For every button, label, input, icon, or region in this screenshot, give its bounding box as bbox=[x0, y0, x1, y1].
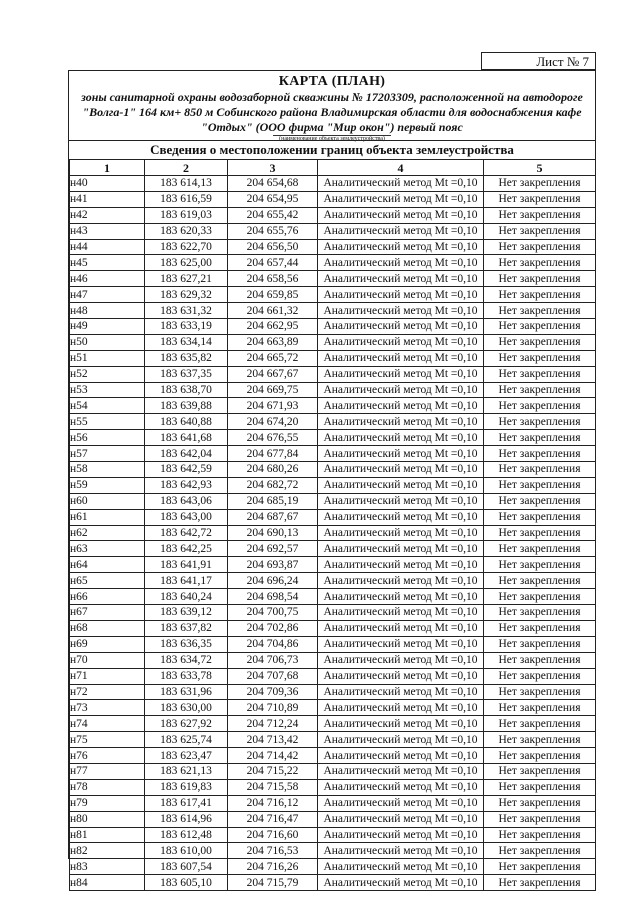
point-id-cell: н81 bbox=[70, 827, 145, 843]
table-row bbox=[70, 589, 596, 605]
y-coordinate-cell: 204 706,73 bbox=[228, 652, 318, 668]
marking-cell: Нет закрепления bbox=[484, 732, 596, 748]
x-coordinate-cell: 183 641,91 bbox=[145, 557, 228, 573]
point-id-cell: н52 bbox=[70, 366, 145, 382]
table-body bbox=[70, 176, 596, 891]
method-cell: Аналитический метод Mt =0,10 bbox=[318, 748, 484, 764]
marking-cell: Нет закрепления bbox=[484, 239, 596, 255]
marking-cell: Нет закрепления bbox=[484, 827, 596, 843]
marking-cell: Нет закрепления bbox=[484, 366, 596, 382]
y-coordinate-cell: 204 669,75 bbox=[228, 382, 318, 398]
marking-cell: Нет закрепления bbox=[484, 700, 596, 716]
table-row bbox=[70, 430, 596, 446]
table-row bbox=[70, 287, 596, 303]
table-row bbox=[70, 573, 596, 589]
marking-cell: Нет закрепления bbox=[484, 398, 596, 414]
method-cell: Аналитический метод Mt =0,10 bbox=[318, 525, 484, 541]
y-coordinate-cell: 204 700,75 bbox=[228, 605, 318, 621]
method-cell: Аналитический метод Mt =0,10 bbox=[318, 398, 484, 414]
method-cell: Аналитический метод Mt =0,10 bbox=[318, 557, 484, 573]
point-id-cell: н51 bbox=[70, 350, 145, 366]
table-row bbox=[70, 620, 596, 636]
x-coordinate-cell: 183 627,21 bbox=[145, 271, 228, 287]
marking-cell: Нет закрепления bbox=[484, 859, 596, 875]
table-row bbox=[70, 795, 596, 811]
point-id-cell: н71 bbox=[70, 668, 145, 684]
y-coordinate-cell: 204 716,12 bbox=[228, 795, 318, 811]
point-id-cell: н73 bbox=[70, 700, 145, 716]
marking-cell: Нет закрепления bbox=[484, 795, 596, 811]
sheet-number: Лист № 7 bbox=[481, 52, 596, 70]
table-row bbox=[70, 493, 596, 509]
x-coordinate-cell: 183 607,54 bbox=[145, 859, 228, 875]
point-id-cell: н45 bbox=[70, 255, 145, 271]
section-title: Сведения о местоположении границ объекта землеустройства bbox=[69, 140, 595, 160]
marking-cell: Нет закрепления bbox=[484, 477, 596, 493]
y-coordinate-cell: 204 655,76 bbox=[228, 223, 318, 239]
marking-cell: Нет закрепления bbox=[484, 319, 596, 335]
point-id-cell: н65 bbox=[70, 573, 145, 589]
table-row bbox=[70, 668, 596, 684]
y-coordinate-cell: 204 696,24 bbox=[228, 573, 318, 589]
y-coordinate-cell: 204 656,50 bbox=[228, 239, 318, 255]
method-cell: Аналитический метод Mt =0,10 bbox=[318, 493, 484, 509]
point-id-cell: н43 bbox=[70, 223, 145, 239]
x-coordinate-cell: 183 614,96 bbox=[145, 811, 228, 827]
marking-cell: Нет закрепления bbox=[484, 334, 596, 350]
column-header: 5 bbox=[484, 160, 596, 176]
document-header bbox=[69, 71, 595, 143]
marking-cell: Нет закрепления bbox=[484, 493, 596, 509]
y-coordinate-cell: 204 687,67 bbox=[228, 509, 318, 525]
marking-cell: Нет закрепления bbox=[484, 541, 596, 557]
x-coordinate-cell: 183 639,88 bbox=[145, 398, 228, 414]
method-cell: Аналитический метод Mt =0,10 bbox=[318, 223, 484, 239]
method-cell: Аналитический метод Mt =0,10 bbox=[318, 255, 484, 271]
y-coordinate-cell: 204 692,57 bbox=[228, 541, 318, 557]
x-coordinate-cell: 183 635,82 bbox=[145, 350, 228, 366]
y-coordinate-cell: 204 662,95 bbox=[228, 319, 318, 335]
y-coordinate-cell: 204 680,26 bbox=[228, 462, 318, 478]
marking-cell: Нет закрепления bbox=[484, 255, 596, 271]
y-coordinate-cell: 204 704,86 bbox=[228, 636, 318, 652]
x-coordinate-cell: 183 623,47 bbox=[145, 748, 228, 764]
y-coordinate-cell: 204 661,32 bbox=[228, 303, 318, 319]
method-cell: Аналитический метод Mt =0,10 bbox=[318, 700, 484, 716]
point-id-cell: н49 bbox=[70, 319, 145, 335]
table-row bbox=[70, 207, 596, 223]
x-coordinate-cell: 183 639,12 bbox=[145, 605, 228, 621]
y-coordinate-cell: 204 715,58 bbox=[228, 779, 318, 795]
method-cell: Аналитический метод Mt =0,10 bbox=[318, 684, 484, 700]
table-row bbox=[70, 763, 596, 779]
column-header: 1 bbox=[70, 160, 145, 176]
y-coordinate-cell: 204 657,44 bbox=[228, 255, 318, 271]
x-coordinate-cell: 183 636,35 bbox=[145, 636, 228, 652]
marking-cell: Нет закрепления bbox=[484, 843, 596, 859]
method-cell: Аналитический метод Mt =0,10 bbox=[318, 207, 484, 223]
table-row bbox=[70, 223, 596, 239]
point-id-cell: н59 bbox=[70, 477, 145, 493]
column-header: 3 bbox=[228, 160, 318, 176]
y-coordinate-cell: 204 663,89 bbox=[228, 334, 318, 350]
y-coordinate-cell: 204 671,93 bbox=[228, 398, 318, 414]
y-coordinate-cell: 204 654,68 bbox=[228, 176, 318, 192]
x-coordinate-cell: 183 614,13 bbox=[145, 176, 228, 192]
method-cell: Аналитический метод Mt =0,10 bbox=[318, 239, 484, 255]
y-coordinate-cell: 204 682,72 bbox=[228, 477, 318, 493]
x-coordinate-cell: 183 637,35 bbox=[145, 366, 228, 382]
x-coordinate-cell: 183 620,33 bbox=[145, 223, 228, 239]
y-coordinate-cell: 204 667,67 bbox=[228, 366, 318, 382]
method-cell: Аналитический метод Mt =0,10 bbox=[318, 811, 484, 827]
marking-cell: Нет закрепления bbox=[484, 636, 596, 652]
x-coordinate-cell: 183 629,32 bbox=[145, 287, 228, 303]
table-row bbox=[70, 382, 596, 398]
y-coordinate-cell: 204 654,95 bbox=[228, 191, 318, 207]
method-cell: Аналитический метод Mt =0,10 bbox=[318, 795, 484, 811]
marking-cell: Нет закрепления bbox=[484, 779, 596, 795]
x-coordinate-cell: 183 612,48 bbox=[145, 827, 228, 843]
method-cell: Аналитический метод Mt =0,10 bbox=[318, 827, 484, 843]
x-coordinate-cell: 183 642,04 bbox=[145, 446, 228, 462]
method-cell: Аналитический метод Mt =0,10 bbox=[318, 573, 484, 589]
y-coordinate-cell: 204 715,22 bbox=[228, 763, 318, 779]
method-cell: Аналитический метод Mt =0,10 bbox=[318, 875, 484, 891]
marking-cell: Нет закрепления bbox=[484, 620, 596, 636]
table-row bbox=[70, 191, 596, 207]
point-id-cell: н60 bbox=[70, 493, 145, 509]
point-id-cell: н64 bbox=[70, 557, 145, 573]
y-coordinate-cell: 204 677,84 bbox=[228, 446, 318, 462]
table-row bbox=[70, 811, 596, 827]
table-row bbox=[70, 859, 596, 875]
y-coordinate-cell: 204 709,36 bbox=[228, 684, 318, 700]
point-id-cell: н41 bbox=[70, 191, 145, 207]
y-coordinate-cell: 204 710,89 bbox=[228, 700, 318, 716]
point-id-cell: н46 bbox=[70, 271, 145, 287]
method-cell: Аналитический метод Mt =0,10 bbox=[318, 414, 484, 430]
method-cell: Аналитический метод Mt =0,10 bbox=[318, 303, 484, 319]
marking-cell: Нет закрепления bbox=[484, 875, 596, 891]
point-id-cell: н40 bbox=[70, 176, 145, 192]
table-row bbox=[70, 684, 596, 700]
document-subtitle: зоны санитарной охраны водозаборной скважины № 17203309, расположенной на автодороге "Волга-1" 164 км+ 850 м Собинского района Владимирская области для водоснабжения кафе "Отдых" (ООО фирма "Мир окон") первый пояс bbox=[81, 90, 583, 134]
point-id-cell: н72 bbox=[70, 684, 145, 700]
marking-cell: Нет закрепления bbox=[484, 287, 596, 303]
y-coordinate-cell: 204 658,56 bbox=[228, 271, 318, 287]
y-coordinate-cell: 204 690,13 bbox=[228, 525, 318, 541]
x-coordinate-cell: 183 631,32 bbox=[145, 303, 228, 319]
point-id-cell: н83 bbox=[70, 859, 145, 875]
point-id-cell: н57 bbox=[70, 446, 145, 462]
table-row bbox=[70, 779, 596, 795]
table-row bbox=[70, 525, 596, 541]
x-coordinate-cell: 183 637,82 bbox=[145, 620, 228, 636]
y-coordinate-cell: 204 716,47 bbox=[228, 811, 318, 827]
marking-cell: Нет закрепления bbox=[484, 763, 596, 779]
table-row bbox=[70, 446, 596, 462]
point-id-cell: н77 bbox=[70, 763, 145, 779]
y-coordinate-cell: 204 676,55 bbox=[228, 430, 318, 446]
table-header-row bbox=[70, 160, 596, 176]
marking-cell: Нет закрепления bbox=[484, 176, 596, 192]
method-cell: Аналитический метод Mt =0,10 bbox=[318, 366, 484, 382]
marking-cell: Нет закрепления bbox=[484, 223, 596, 239]
table-row bbox=[70, 239, 596, 255]
table-row bbox=[70, 319, 596, 335]
table-row bbox=[70, 748, 596, 764]
y-coordinate-cell: 204 698,54 bbox=[228, 589, 318, 605]
y-coordinate-cell: 204 693,87 bbox=[228, 557, 318, 573]
marking-cell: Нет закрепления bbox=[484, 589, 596, 605]
table-row bbox=[70, 350, 596, 366]
y-coordinate-cell: 204 665,72 bbox=[228, 350, 318, 366]
x-coordinate-cell: 183 625,00 bbox=[145, 255, 228, 271]
method-cell: Аналитический метод Mt =0,10 bbox=[318, 382, 484, 398]
method-cell: Аналитический метод Mt =0,10 bbox=[318, 191, 484, 207]
method-cell: Аналитический метод Mt =0,10 bbox=[318, 652, 484, 668]
x-coordinate-cell: 183 642,59 bbox=[145, 462, 228, 478]
point-id-cell: н84 bbox=[70, 875, 145, 891]
method-cell: Аналитический метод Mt =0,10 bbox=[318, 287, 484, 303]
point-id-cell: н68 bbox=[70, 620, 145, 636]
point-id-cell: н44 bbox=[70, 239, 145, 255]
column-header: 4 bbox=[318, 160, 484, 176]
method-cell: Аналитический метод Mt =0,10 bbox=[318, 509, 484, 525]
marking-cell: Нет закрепления bbox=[484, 748, 596, 764]
table-row bbox=[70, 605, 596, 621]
y-coordinate-cell: 204 655,42 bbox=[228, 207, 318, 223]
marking-cell: Нет закрепления bbox=[484, 557, 596, 573]
x-coordinate-cell: 183 627,92 bbox=[145, 716, 228, 732]
x-coordinate-cell: 183 640,88 bbox=[145, 414, 228, 430]
marking-cell: Нет закрепления bbox=[484, 684, 596, 700]
document-title: КАРТА (ПЛАН) bbox=[278, 74, 386, 89]
y-coordinate-cell: 204 702,86 bbox=[228, 620, 318, 636]
method-cell: Аналитический метод Mt =0,10 bbox=[318, 620, 484, 636]
marking-cell: Нет закрепления bbox=[484, 446, 596, 462]
table-row bbox=[70, 827, 596, 843]
method-cell: Аналитический метод Mt =0,10 bbox=[318, 779, 484, 795]
point-id-cell: н75 bbox=[70, 732, 145, 748]
y-coordinate-cell: 204 716,60 bbox=[228, 827, 318, 843]
x-coordinate-cell: 183 641,68 bbox=[145, 430, 228, 446]
marking-cell: Нет закрепления bbox=[484, 303, 596, 319]
method-cell: Аналитический метод Mt =0,10 bbox=[318, 636, 484, 652]
table-row bbox=[70, 176, 596, 192]
table-row bbox=[70, 716, 596, 732]
point-id-cell: н74 bbox=[70, 716, 145, 732]
point-id-cell: н69 bbox=[70, 636, 145, 652]
point-id-cell: н56 bbox=[70, 430, 145, 446]
x-coordinate-cell: 183 619,83 bbox=[145, 779, 228, 795]
marking-cell: Нет закрепления bbox=[484, 430, 596, 446]
method-cell: Аналитический метод Mt =0,10 bbox=[318, 462, 484, 478]
table-row bbox=[70, 334, 596, 350]
point-id-cell: н50 bbox=[70, 334, 145, 350]
boundary-table bbox=[69, 159, 596, 891]
point-id-cell: н80 bbox=[70, 811, 145, 827]
caption-text: (наименование объекта землеустройства) bbox=[273, 135, 391, 142]
method-cell: Аналитический метод Mt =0,10 bbox=[318, 477, 484, 493]
y-coordinate-cell: 204 716,53 bbox=[228, 843, 318, 859]
point-id-cell: н78 bbox=[70, 779, 145, 795]
x-coordinate-cell: 183 621,13 bbox=[145, 763, 228, 779]
x-coordinate-cell: 183 617,41 bbox=[145, 795, 228, 811]
table-row bbox=[70, 509, 596, 525]
table-row bbox=[70, 462, 596, 478]
marking-cell: Нет закрепления bbox=[484, 382, 596, 398]
table-row bbox=[70, 366, 596, 382]
x-coordinate-cell: 183 634,72 bbox=[145, 652, 228, 668]
method-cell: Аналитический метод Mt =0,10 bbox=[318, 271, 484, 287]
point-id-cell: н82 bbox=[70, 843, 145, 859]
x-coordinate-cell: 183 634,14 bbox=[145, 334, 228, 350]
marking-cell: Нет закрепления bbox=[484, 462, 596, 478]
x-coordinate-cell: 183 642,93 bbox=[145, 477, 228, 493]
table-row bbox=[70, 255, 596, 271]
point-id-cell: н48 bbox=[70, 303, 145, 319]
method-cell: Аналитический метод Mt =0,10 bbox=[318, 859, 484, 875]
marking-cell: Нет закрепления bbox=[484, 271, 596, 287]
point-id-cell: н70 bbox=[70, 652, 145, 668]
x-coordinate-cell: 183 643,06 bbox=[145, 493, 228, 509]
y-coordinate-cell: 204 713,42 bbox=[228, 732, 318, 748]
table-row bbox=[70, 398, 596, 414]
x-coordinate-cell: 183 640,24 bbox=[145, 589, 228, 605]
marking-cell: Нет закрепления bbox=[484, 350, 596, 366]
x-coordinate-cell: 183 641,17 bbox=[145, 573, 228, 589]
y-coordinate-cell: 204 674,20 bbox=[228, 414, 318, 430]
table-row bbox=[70, 732, 596, 748]
x-coordinate-cell: 183 605,10 bbox=[145, 875, 228, 891]
y-coordinate-cell: 204 659,85 bbox=[228, 287, 318, 303]
marking-cell: Нет закрепления bbox=[484, 605, 596, 621]
marking-cell: Нет закрепления bbox=[484, 525, 596, 541]
table-row bbox=[70, 477, 596, 493]
method-cell: Аналитический метод Mt =0,10 bbox=[318, 176, 484, 192]
method-cell: Аналитический метод Mt =0,10 bbox=[318, 716, 484, 732]
method-cell: Аналитический метод Mt =0,10 bbox=[318, 843, 484, 859]
marking-cell: Нет закрепления bbox=[484, 668, 596, 684]
x-coordinate-cell: 183 630,00 bbox=[145, 700, 228, 716]
method-cell: Аналитический метод Mt =0,10 bbox=[318, 334, 484, 350]
marking-cell: Нет закрепления bbox=[484, 414, 596, 430]
table-row bbox=[70, 303, 596, 319]
method-cell: Аналитический метод Mt =0,10 bbox=[318, 541, 484, 557]
point-id-cell: н79 bbox=[70, 795, 145, 811]
point-id-cell: н53 bbox=[70, 382, 145, 398]
method-cell: Аналитический метод Mt =0,10 bbox=[318, 668, 484, 684]
point-id-cell: н76 bbox=[70, 748, 145, 764]
marking-cell: Нет закрепления bbox=[484, 652, 596, 668]
table-row bbox=[70, 843, 596, 859]
method-cell: Аналитический метод Mt =0,10 bbox=[318, 446, 484, 462]
x-coordinate-cell: 183 638,70 bbox=[145, 382, 228, 398]
method-cell: Аналитический метод Mt =0,10 bbox=[318, 319, 484, 335]
point-id-cell: н55 bbox=[70, 414, 145, 430]
table-row bbox=[70, 875, 596, 891]
x-coordinate-cell: 183 619,03 bbox=[145, 207, 228, 223]
table-row bbox=[70, 700, 596, 716]
method-cell: Аналитический метод Mt =0,10 bbox=[318, 589, 484, 605]
x-coordinate-cell: 183 631,96 bbox=[145, 684, 228, 700]
point-id-cell: н42 bbox=[70, 207, 145, 223]
x-coordinate-cell: 183 610,00 bbox=[145, 843, 228, 859]
method-cell: Аналитический метод Mt =0,10 bbox=[318, 350, 484, 366]
point-id-cell: н66 bbox=[70, 589, 145, 605]
x-coordinate-cell: 183 622,70 bbox=[145, 239, 228, 255]
table-row bbox=[70, 414, 596, 430]
marking-cell: Нет закрепления bbox=[484, 207, 596, 223]
point-id-cell: н54 bbox=[70, 398, 145, 414]
method-cell: Аналитический метод Mt =0,10 bbox=[318, 763, 484, 779]
table-row bbox=[70, 541, 596, 557]
marking-cell: Нет закрепления bbox=[484, 716, 596, 732]
y-coordinate-cell: 204 715,79 bbox=[228, 875, 318, 891]
x-coordinate-cell: 183 625,74 bbox=[145, 732, 228, 748]
y-coordinate-cell: 204 707,68 bbox=[228, 668, 318, 684]
marking-cell: Нет закрепления bbox=[484, 191, 596, 207]
x-coordinate-cell: 183 643,00 bbox=[145, 509, 228, 525]
marking-cell: Нет закрепления bbox=[484, 509, 596, 525]
x-coordinate-cell: 183 642,25 bbox=[145, 541, 228, 557]
table-row bbox=[70, 271, 596, 287]
document-frame bbox=[68, 70, 596, 889]
marking-cell: Нет закрепления bbox=[484, 573, 596, 589]
x-coordinate-cell: 183 642,72 bbox=[145, 525, 228, 541]
point-id-cell: н63 bbox=[70, 541, 145, 557]
y-coordinate-cell: 204 712,24 bbox=[228, 716, 318, 732]
point-id-cell: н67 bbox=[70, 605, 145, 621]
y-coordinate-cell: 204 685,19 bbox=[228, 493, 318, 509]
table-row bbox=[70, 557, 596, 573]
x-coordinate-cell: 183 616,59 bbox=[145, 191, 228, 207]
point-id-cell: н61 bbox=[70, 509, 145, 525]
point-id-cell: н62 bbox=[70, 525, 145, 541]
method-cell: Аналитический метод Mt =0,10 bbox=[318, 732, 484, 748]
method-cell: Аналитический метод Mt =0,10 bbox=[318, 430, 484, 446]
x-coordinate-cell: 183 633,19 bbox=[145, 319, 228, 335]
method-cell: Аналитический метод Mt =0,10 bbox=[318, 605, 484, 621]
y-coordinate-cell: 204 716,26 bbox=[228, 859, 318, 875]
column-header: 2 bbox=[145, 160, 228, 176]
table-row bbox=[70, 652, 596, 668]
marking-cell: Нет закрепления bbox=[484, 811, 596, 827]
point-id-cell: н47 bbox=[70, 287, 145, 303]
x-coordinate-cell: 183 633,78 bbox=[145, 668, 228, 684]
y-coordinate-cell: 204 714,42 bbox=[228, 748, 318, 764]
table-row bbox=[70, 636, 596, 652]
point-id-cell: н58 bbox=[70, 462, 145, 478]
